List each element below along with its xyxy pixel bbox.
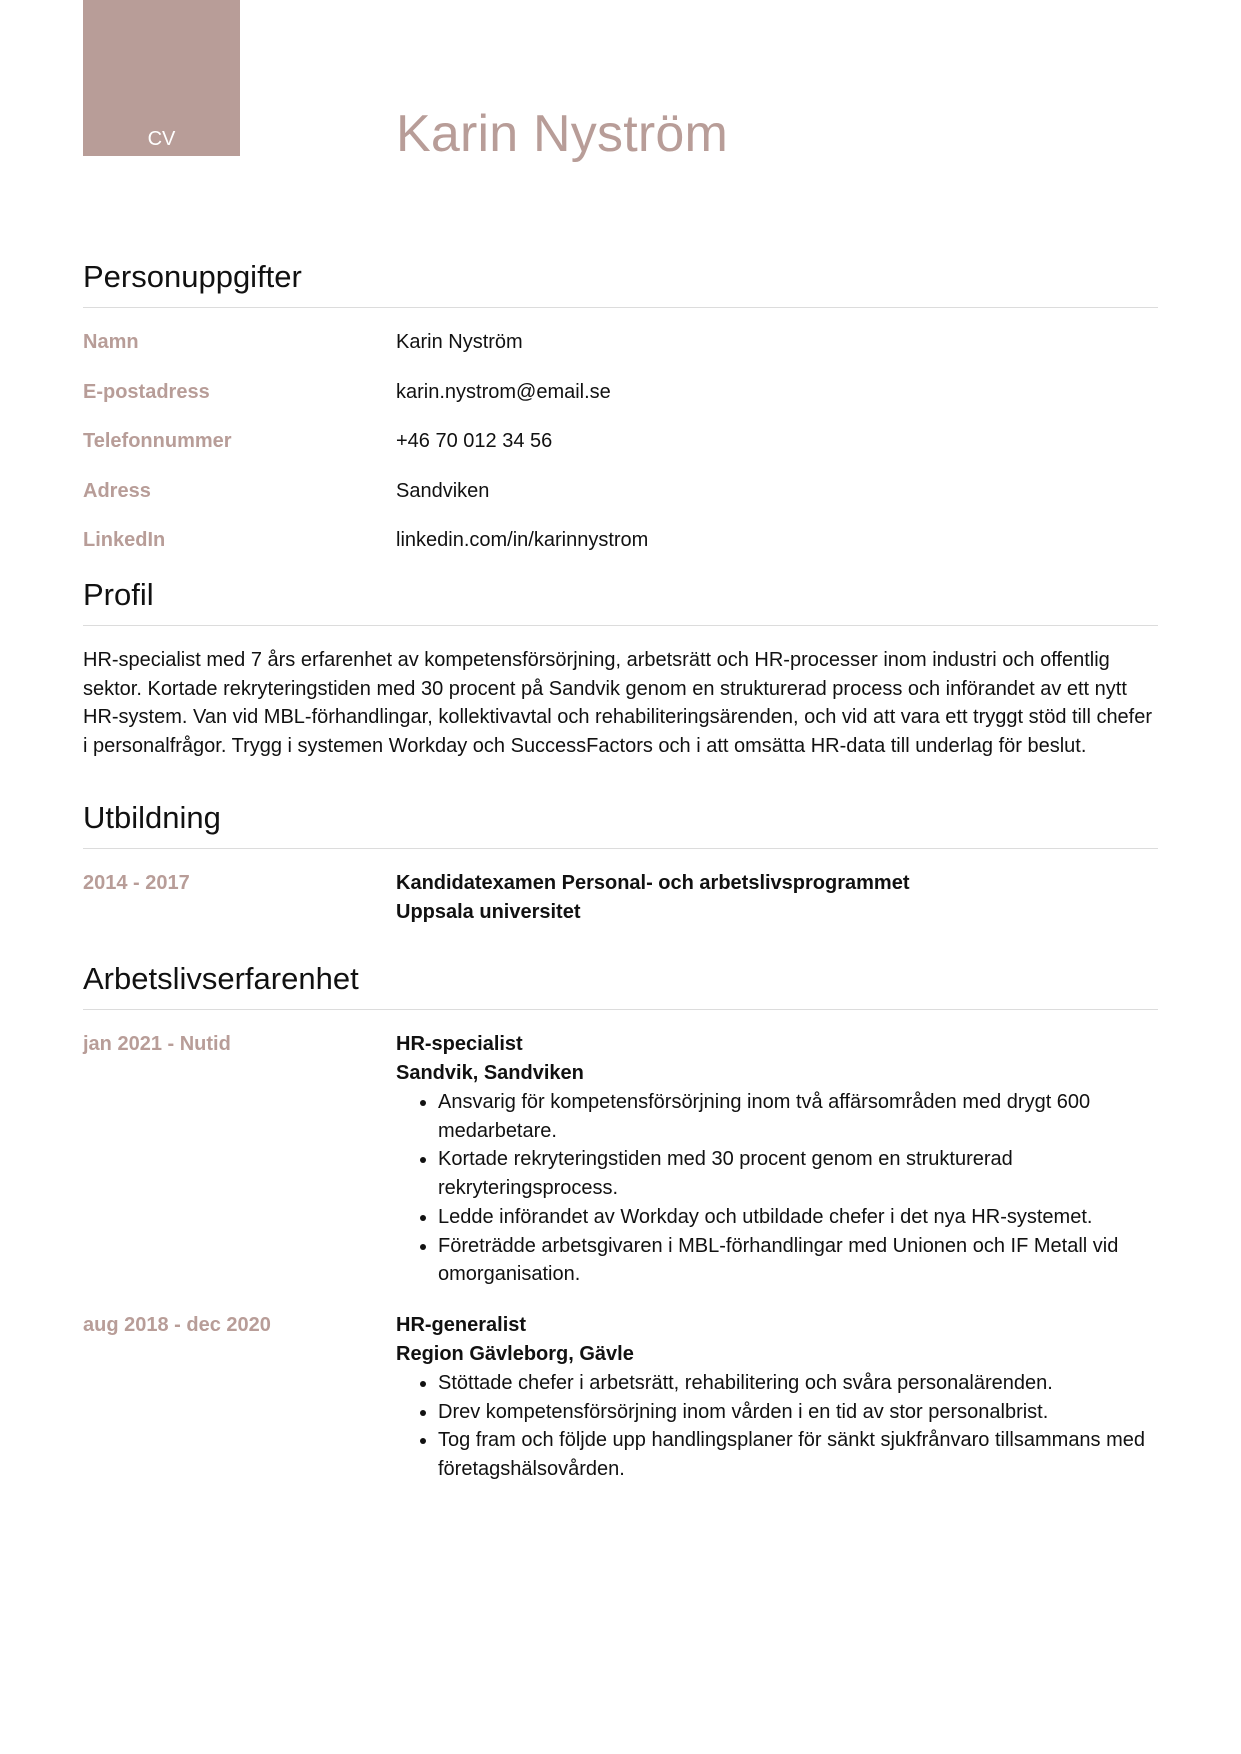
info-value: linkedin.com/in/karinnystrom [396,529,649,552]
experience-entry [83,1030,1158,1289]
section-title-personal: Personuppgifter [83,258,1158,308]
info-value: Karin Nyström [396,331,523,354]
education-degree: Kandidatexamen Personal- och arbetslivsprogrammet [396,871,910,894]
experience-bullet: • Företrädde arbetsgivaren i MBL-förhandlingar med Unionen och IF Metall vid omorganisation. [438,1232,1158,1289]
section-experience [83,960,1158,1484]
experience-employer: Sandvik, Sandviken [396,1062,584,1085]
info-row-email [83,378,1158,407]
education-period: 2014 - 2017 [83,871,190,894]
experience-bullet: • Ansvarig för kompetensförsörjning inom två affärsområden med drygt 600 medarbetare. [438,1088,1158,1145]
section-title-education: Utbildning [83,799,1158,849]
cv-badge-label: CV [147,128,176,150]
experience-role: HR-specialist [396,1033,523,1056]
section-title-profile: Profil [83,576,1158,626]
info-value: karin.nystrom@email.se [396,380,611,403]
cv-content [83,258,1158,1506]
info-label: Adress [83,479,151,502]
profile-summary: HR-specialist med 7 års erfarenhet av kompetensförsörjning, arbetsrätt och HR-processer inom industri och offentlig sektor. Kortade rekryteringstiden med 30 procent på Sandvik genom en strukturerad process och införandet av ett nytt HR-system. Van vid MBL-förhandlingar, kollektivavtal och rehabiliteringsärenden, och vid att vara ett tryggt stöd till chefer i personalfrågor. Trygg i systemen Workday och SuccessFactors och i att omsätta HR-data till underlag för beslut. [83,648,1153,757]
experience-bullet: • Drev kompetensförsörjning inom vården i en tid av stor personalbrist. [438,1398,1158,1427]
candidate-name: Karin Nyström [396,105,728,163]
experience-employer: Region Gävleborg, Gävle [396,1342,634,1365]
section-education [83,799,1158,927]
education-entry [83,869,1158,927]
cv-badge [83,0,240,156]
info-label: Namn [83,331,139,354]
section-personal-info [83,258,1158,555]
experience-bullet: • Ledde införandet av Workday och utbildade chefer i det nya HR-systemet. [438,1203,1158,1232]
experience-bullets [396,1369,1158,1484]
info-row-linkedin [83,526,1158,555]
experience-bullet: • Tog fram och följde upp handlingsplaner för sänkt sjukfrånvaro tillsammans med företagshälsovården. [438,1426,1158,1483]
experience-period: aug 2018 - dec 2020 [83,1313,271,1336]
experience-role: HR-generalist [396,1313,527,1336]
info-label: Telefonnummer [83,430,232,453]
education-school: Uppsala universitet [396,900,581,923]
info-row-name [83,328,1158,357]
experience-period: jan 2021 - Nutid [83,1033,231,1056]
experience-bullet: • Kortade rekryteringstiden med 30 procent genom en strukturerad rekryteringsprocess. [438,1145,1158,1202]
section-title-experience: Arbetslivserfarenhet [83,960,1158,1010]
experience-bullet: • Stöttade chefer i arbetsrätt, rehabilitering och svåra personalärenden. [438,1369,1158,1398]
experience-entry [83,1311,1158,1484]
info-row-phone [83,427,1158,456]
info-row-address [83,477,1158,506]
experience-bullets [396,1088,1158,1289]
info-label: E-postadress [83,380,210,403]
info-value: +46 70 012 34 56 [396,430,553,453]
info-value: Sandviken [396,479,490,502]
info-label: LinkedIn [83,529,166,552]
section-profile [83,576,1158,761]
